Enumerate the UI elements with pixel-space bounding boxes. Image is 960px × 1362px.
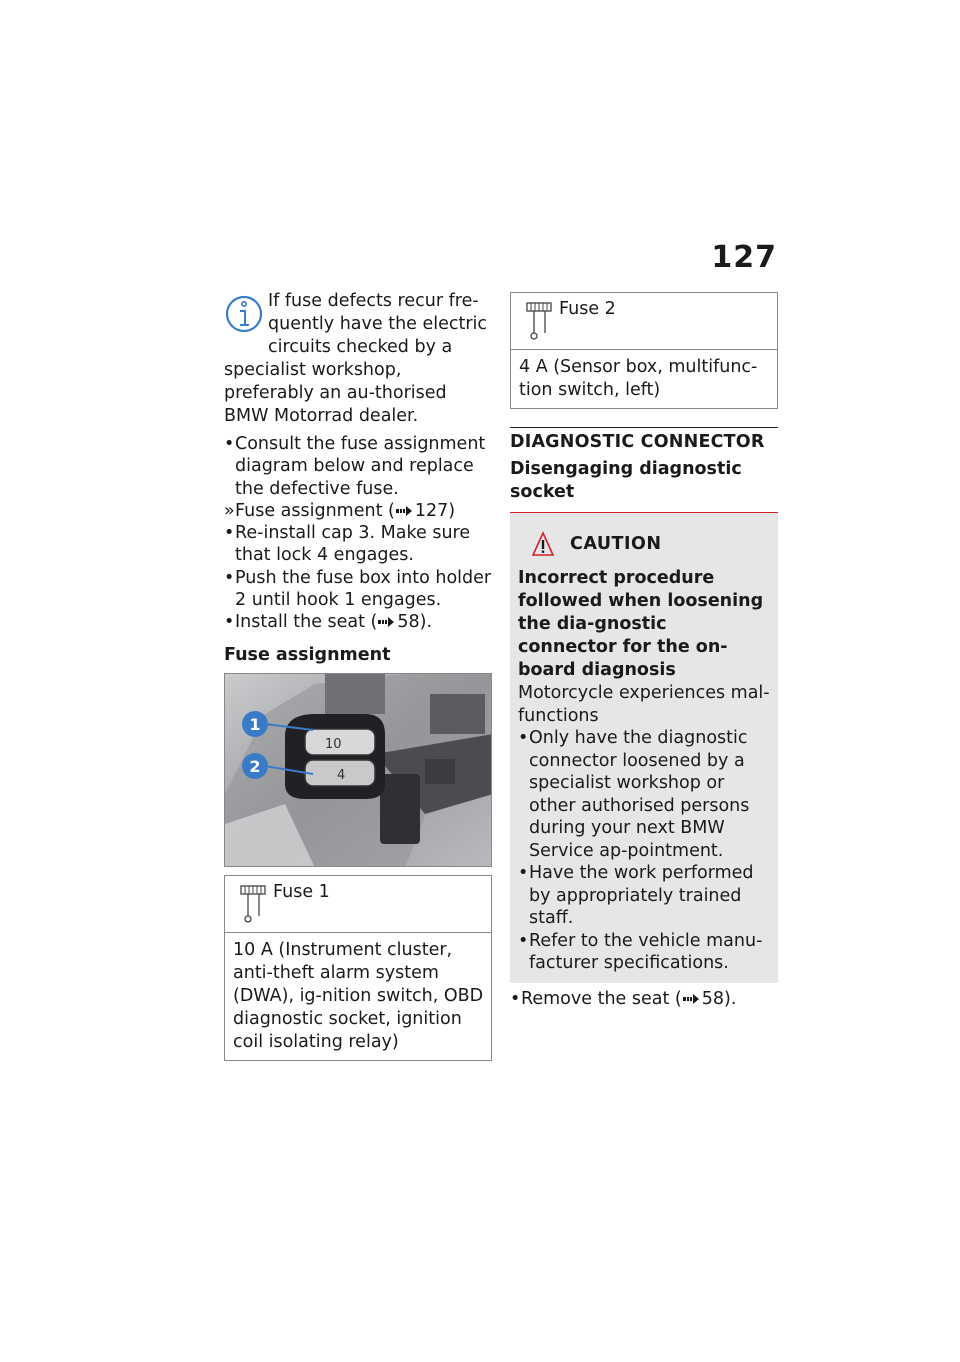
steps-list <box>224 433 492 634</box>
photo-fuse-label: 4 <box>337 767 346 783</box>
callout-1: 1 <box>249 714 261 734</box>
list-item: • Only have the diagnostic connector loosened by a specialist workshop or other authorised persons during your next BMW Service ap-pointment. <box>518 728 750 861</box>
list-item: • Consult the fuse assignment diagram below and replace the defective fuse. <box>224 434 486 499</box>
warning-icon <box>532 531 554 557</box>
fuse1-label: Fuse 1 <box>273 881 330 902</box>
list-item[interactable]: • Install the seat ( 58). <box>224 612 433 633</box>
photo-fuse-label: 10 <box>325 736 342 752</box>
caution-bullets <box>518 727 770 975</box>
page-ref-arrow-icon <box>378 616 394 628</box>
caution-consequence: Motorcycle experiences mal-functions <box>518 683 770 726</box>
section-divider <box>510 427 778 428</box>
info-icon <box>224 292 264 338</box>
final-steps <box>510 988 778 1010</box>
caution-hazard: Incorrect procedure followed when loosening the dia-gnostic connector for the on-board diagnosis <box>518 568 764 680</box>
section-title: DIAGNOSTIC CONNECTOR <box>510 432 765 452</box>
fuse-assignment-heading: Fuse assignment <box>224 644 391 665</box>
caution-box <box>510 513 778 983</box>
left-column <box>224 290 492 1061</box>
list-item: • Push the fuse box into holder 2 until hook 1 engages. <box>224 567 492 611</box>
fuse2-desc: 4 A (Sensor box, multifunc-tion switch, left) <box>519 357 758 400</box>
fuse-icon <box>239 884 267 924</box>
fuse-icon <box>525 301 553 341</box>
fuse1-table <box>224 875 492 1061</box>
subsection-title: Disengaging diagnostic socket <box>510 459 742 502</box>
list-item[interactable]: • Remove the seat ( 58). <box>510 988 737 1009</box>
fuse2-label: Fuse 2 <box>559 299 616 319</box>
page-ref-arrow-icon <box>683 993 699 1005</box>
list-item: • Have the work performed by appropriately trained staff. <box>518 863 754 928</box>
caution-label: CAUTION <box>570 534 662 554</box>
info-text: If fuse defects recur fre-quently have the electric circuits checked by a specialist workshop, preferably an au-thorised BMW Motorrad dealer. <box>224 291 488 426</box>
fuse1-desc: 10 A (Instrument cluster, anti-theft alarm system (DWA), ig-nition switch, OBD diagnostic socket, ignition coil isolating relay) <box>233 939 484 1052</box>
fuse-box-photo <box>224 673 492 867</box>
info-note <box>224 290 492 428</box>
list-item[interactable]: » Fuse assignment ( 127) <box>224 500 456 521</box>
page-ref-arrow-icon <box>396 505 412 517</box>
right-column <box>510 292 778 1010</box>
list-item: • Re-install cap 3. Make sure that lock 4 engages. <box>224 523 471 566</box>
page-number: 127 <box>711 240 777 275</box>
callout-2: 2 <box>249 756 261 776</box>
fuse2-table <box>510 292 778 409</box>
list-item: • Refer to the vehicle manu-facturer specifications. <box>518 930 763 973</box>
